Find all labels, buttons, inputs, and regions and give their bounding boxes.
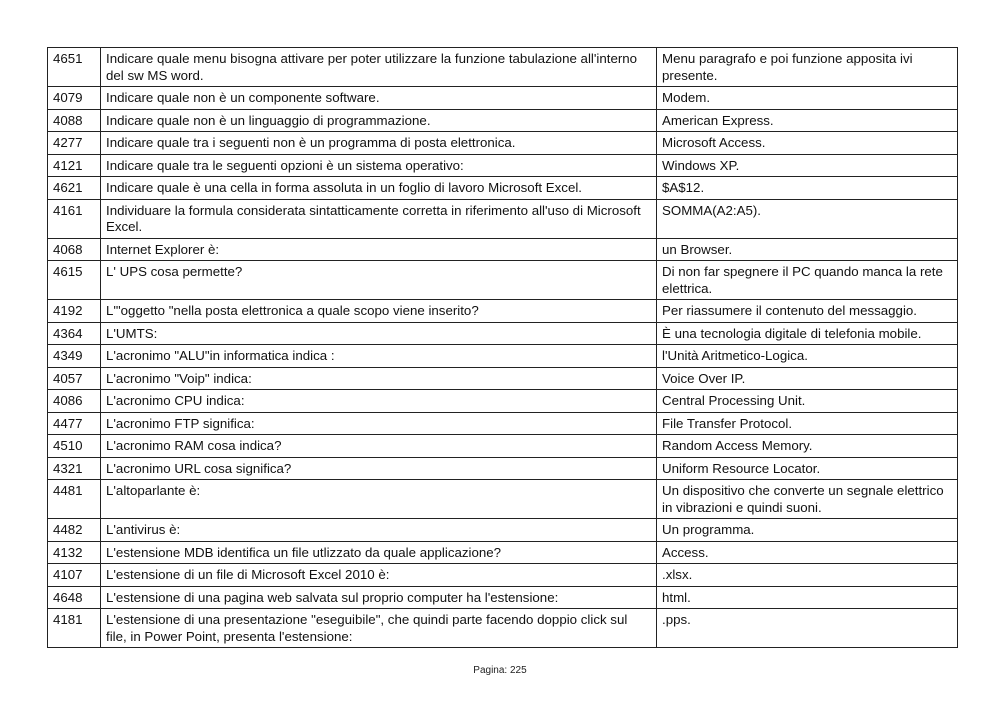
question-id-cell: 4482: [48, 519, 101, 542]
table-row: [48, 457, 958, 480]
question-cell: L'antivirus è:: [101, 519, 657, 542]
question-id-cell: 4181: [48, 609, 101, 648]
table-row: [48, 261, 958, 300]
question-id-cell: 4481: [48, 480, 101, 519]
answer-cell: Microsoft Access.: [657, 132, 958, 155]
question-cell: Individuare la formula considerata sintatticamente corretta in riferimento all'uso di Microsoft Excel.: [101, 199, 657, 238]
answer-cell: Central Processing Unit.: [657, 390, 958, 413]
table-row: [48, 435, 958, 458]
answer-cell: Per riassumere il contenuto del messaggio.: [657, 300, 958, 323]
answer-cell: Windows XP.: [657, 154, 958, 177]
table-row: [48, 132, 958, 155]
answer-cell: Di non far spegnere il PC quando manca la rete elettrica.: [657, 261, 958, 300]
question-id-cell: 4615: [48, 261, 101, 300]
question-cell: Indicare quale menu bisogna attivare per poter utilizzare la funzione tabulazione all'interno del sw MS word.: [101, 48, 657, 87]
answer-cell: Un dispositivo che converte un segnale elettrico in vibrazioni e quindi suoni.: [657, 480, 958, 519]
answer-cell: File Transfer Protocol.: [657, 412, 958, 435]
question-cell: L'acronimo "Voip" indica:: [101, 367, 657, 390]
question-id-cell: 4648: [48, 586, 101, 609]
answer-cell: .xlsx.: [657, 564, 958, 587]
question-id-cell: 4364: [48, 322, 101, 345]
question-cell: Indicare quale è una cella in forma assoluta in un foglio di lavoro Microsoft Excel.: [101, 177, 657, 200]
answer-cell: l'Unità Aritmetico-Logica.: [657, 345, 958, 368]
answer-cell: SOMMA(A2:A5).: [657, 199, 958, 238]
question-cell: Indicare quale tra le seguenti opzioni è un sistema operativo:: [101, 154, 657, 177]
question-id-cell: 4088: [48, 109, 101, 132]
question-id-cell: 4651: [48, 48, 101, 87]
question-cell: L'acronimo "ALU"in informatica indica :: [101, 345, 657, 368]
table-row: [48, 48, 958, 87]
table-row: [48, 564, 958, 587]
question-id-cell: 4068: [48, 238, 101, 261]
table-row: [48, 322, 958, 345]
table-row: [48, 154, 958, 177]
question-id-cell: 4161: [48, 199, 101, 238]
question-cell: L'"oggetto "nella posta elettronica a quale scopo viene inserito?: [101, 300, 657, 323]
table-row: [48, 199, 958, 238]
question-id-cell: 4132: [48, 541, 101, 564]
answer-cell: American Express.: [657, 109, 958, 132]
answer-cell: $A$12.: [657, 177, 958, 200]
question-id-cell: 4477: [48, 412, 101, 435]
question-cell: Indicare quale non è un linguaggio di programmazione.: [101, 109, 657, 132]
answer-cell: .pps.: [657, 609, 958, 648]
question-id-cell: 4349: [48, 345, 101, 368]
table-row: [48, 109, 958, 132]
question-id-cell: 4107: [48, 564, 101, 587]
table-row: [48, 586, 958, 609]
question-cell: Indicare quale non è un componente software.: [101, 87, 657, 110]
table-row: [48, 345, 958, 368]
question-id-cell: 4086: [48, 390, 101, 413]
table-row: [48, 238, 958, 261]
question-id-cell: 4057: [48, 367, 101, 390]
question-cell: L'estensione di un file di Microsoft Excel 2010 è:: [101, 564, 657, 587]
answer-cell: html.: [657, 586, 958, 609]
question-id-cell: 4277: [48, 132, 101, 155]
answer-cell: Access.: [657, 541, 958, 564]
question-id-cell: 4621: [48, 177, 101, 200]
question-id-cell: 4321: [48, 457, 101, 480]
question-cell: L'altoparlante è:: [101, 480, 657, 519]
table-row: [48, 480, 958, 519]
question-cell: Internet Explorer è:: [101, 238, 657, 261]
question-cell: L'acronimo CPU indica:: [101, 390, 657, 413]
answer-cell: Uniform Resource Locator.: [657, 457, 958, 480]
table-row: [48, 177, 958, 200]
question-cell: L'estensione di una pagina web salvata sul proprio computer ha l'estensione:: [101, 586, 657, 609]
question-id-cell: 4079: [48, 87, 101, 110]
table-row: [48, 519, 958, 542]
question-cell: L'acronimo URL cosa significa?: [101, 457, 657, 480]
question-cell: L'UMTS:: [101, 322, 657, 345]
answer-cell: un Browser.: [657, 238, 958, 261]
table-row: [48, 390, 958, 413]
question-id-cell: 4121: [48, 154, 101, 177]
answer-cell: Modem.: [657, 87, 958, 110]
question-id-cell: 4510: [48, 435, 101, 458]
table-row: [48, 609, 958, 648]
answer-cell: Random Access Memory.: [657, 435, 958, 458]
table-row: [48, 541, 958, 564]
question-cell: L'estensione MDB identifica un file utlizzato da quale applicazione?: [101, 541, 657, 564]
question-cell: L'acronimo FTP significa:: [101, 412, 657, 435]
qa-table: [47, 47, 958, 648]
answer-cell: Voice Over IP.: [657, 367, 958, 390]
qa-table-body: [48, 48, 958, 648]
page-number: Pagina: 225: [473, 665, 527, 676]
table-row: [48, 412, 958, 435]
table-row: [48, 87, 958, 110]
table-row: [48, 367, 958, 390]
question-id-cell: 4192: [48, 300, 101, 323]
answer-cell: È una tecnologia digitale di telefonia mobile.: [657, 322, 958, 345]
question-cell: L'acronimo RAM cosa indica?: [101, 435, 657, 458]
answer-cell: Un programma.: [657, 519, 958, 542]
question-cell: Indicare quale tra i seguenti non è un programma di posta elettronica.: [101, 132, 657, 155]
answer-cell: Menu paragrafo e poi funzione apposita ivi presente.: [657, 48, 958, 87]
question-cell: L' UPS cosa permette?: [101, 261, 657, 300]
question-cell: L'estensione di una presentazione "eseguibile", che quindi parte facendo doppio click sul file, in Power Point, presenta l'estensione:: [101, 609, 657, 648]
table-row: [48, 300, 958, 323]
